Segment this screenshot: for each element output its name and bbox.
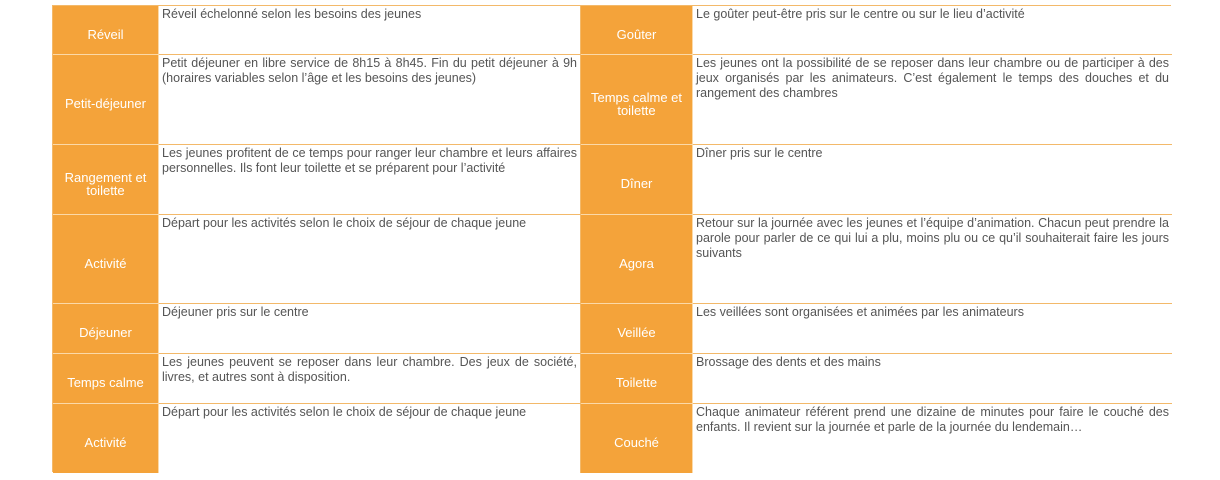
schedule-description: Les jeunes profitent de ce temps pour ranger leur chambre et leurs affaires personnelles. Ils font leur toilette et se préparent pour l’activité xyxy=(159,145,581,215)
schedule-description: Les veillées sont organisées et animées par les animateurs xyxy=(693,304,1172,354)
schedule-description: Déjeuner pris sur le centre xyxy=(159,304,581,354)
schedule-description: Les jeunes peuvent se reposer dans leur chambre. Des jeux de société, livres, et autres sont à disposition. xyxy=(159,354,581,404)
schedule-description: Dîner pris sur le centre xyxy=(693,145,1172,215)
schedule-description: Départ pour les activités selon le choix de séjour de chaque jeune xyxy=(159,215,581,304)
schedule-label: Veillée xyxy=(581,304,693,354)
schedule-label: Toilette xyxy=(581,354,693,404)
schedule-label: Temps calme xyxy=(53,354,159,404)
schedule-label: Activité xyxy=(53,404,159,473)
schedule-description: Brossage des dents et des mains xyxy=(693,354,1172,404)
schedule-label: Couché xyxy=(581,404,693,473)
schedule-label: Activité xyxy=(53,215,159,304)
schedule-description: Les jeunes ont la possibilité de se reposer dans leur chambre ou de participer à des jeux organisés par les animateurs. C’est également le temps des douches et du rangement des chambres xyxy=(693,55,1172,145)
schedule-description: Retour sur la journée avec les jeunes et l’équipe d’animation. Chacun peut prendre la parole pour parler de ce qui lui a plu, moins plu ou ce qu’il souhaiterait faire les jours suivants xyxy=(693,215,1172,304)
schedule-description: Le goûter peut-être pris sur le centre ou sur le lieu d’activité xyxy=(693,6,1172,55)
schedule-label: Réveil xyxy=(53,6,159,55)
schedule-label: Déjeuner xyxy=(53,304,159,354)
schedule-description: Chaque animateur référent prend une dizaine de minutes pour faire le couché des enfants. Il revient sur la journée et parle de la journée du lendemain… xyxy=(693,404,1172,473)
schedule-description: Réveil échelonné selon les besoins des jeunes xyxy=(159,6,581,55)
schedule-label: Agora xyxy=(581,215,693,304)
schedule-label: Rangement et toilette xyxy=(53,145,159,215)
daily-schedule-table xyxy=(52,5,1171,472)
schedule-description: Départ pour les activités selon le choix de séjour de chaque jeune xyxy=(159,404,581,473)
schedule-label: Temps calme et toilette xyxy=(581,55,693,145)
schedule-description: Petit déjeuner en libre service de 8h15 à 8h45. Fin du petit déjeuner à 9h (horaires variables selon l’âge et les besoins des jeunes) xyxy=(159,55,581,145)
schedule-label: Goûter xyxy=(581,6,693,55)
schedule-label: Petit-déjeuner xyxy=(53,55,159,145)
schedule-label: Dîner xyxy=(581,145,693,215)
